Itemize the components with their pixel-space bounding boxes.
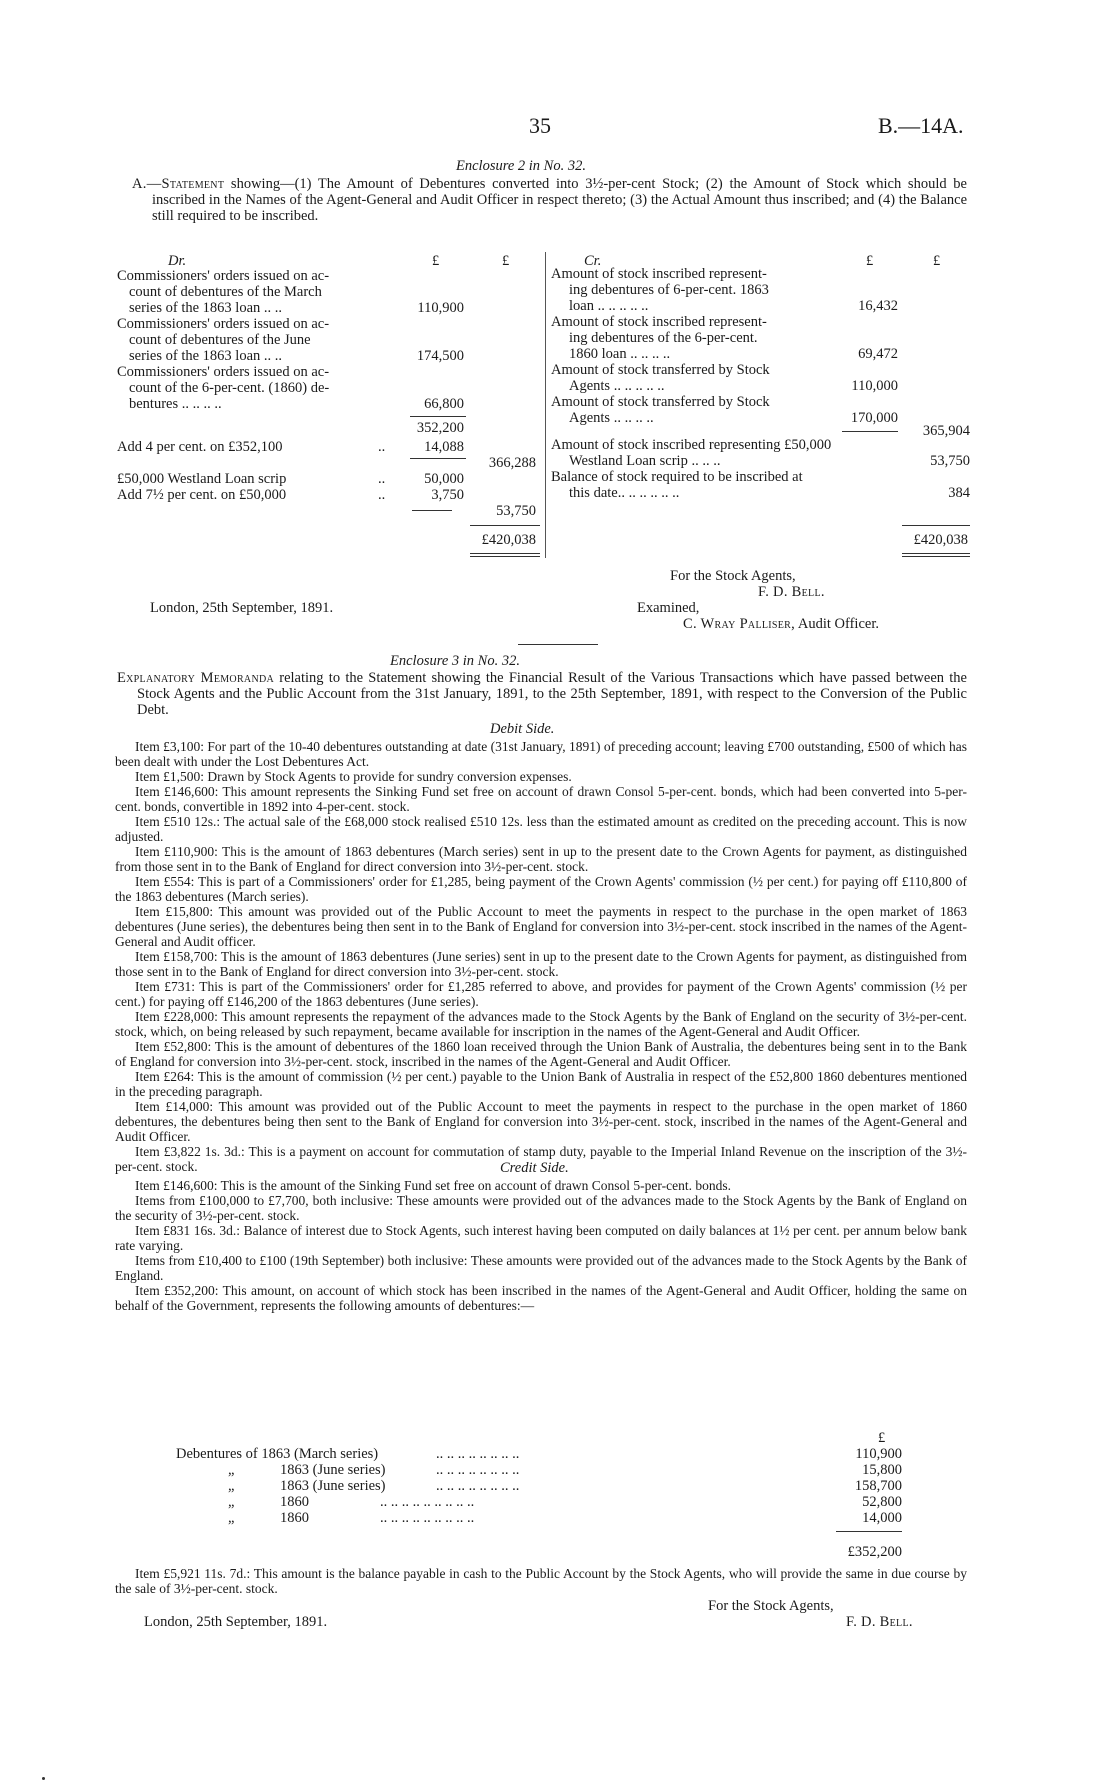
cr-total1: 365,904 — [922, 423, 970, 439]
credit-items — [115, 1178, 967, 1313]
dr-subtotal: 352,200 — [416, 420, 464, 436]
cr-value-1863: 16,432 — [858, 298, 898, 314]
credit-item: Item £831 16s. 3d.: Balance of interest due to Stock Agents, such interest having been computed on daily balances at 1½ per cent. per annum below bank rate varying. — [115, 1223, 967, 1253]
dr-add7-rule — [412, 510, 452, 511]
deb-table-total: £352,200 — [847, 1544, 902, 1560]
deb-row-dots: .. .. .. .. .. .. .. .. — [436, 1462, 520, 1478]
dr-add4-rule — [410, 458, 466, 459]
page-number: 35 — [529, 113, 551, 138]
cr-line: Amount of stock inscribed represent- — [551, 314, 767, 330]
enc3-signatory: F. D. Bell. — [846, 1614, 913, 1630]
cr-grand-total: £420,038 — [913, 532, 968, 548]
cr-balance-line1: Balance of stock required to be inscribed at — [551, 469, 803, 485]
dr-line: Commissioners' orders issued on ac- — [117, 316, 330, 332]
debit-item: Item £731: This is part of the Commissioners' order for £1,285 referred to above, and provides for payment of the Crown Agents' commission (½ per cent.) for paying off £146,200 of the 1863 debentures (June series). — [115, 979, 967, 1009]
dr-scrip-label: £50,000 Westland Loan scrip — [117, 471, 287, 487]
auditor-title: Audit Officer. — [795, 616, 879, 632]
credit-item: Item £146,600: This is the amount of the Sinking Fund set free on account of drawn Consol 5-per-cent. bonds. — [135, 1178, 732, 1193]
cr-balance-line2: this date.. .. .. .. .. .. — [569, 485, 680, 501]
cr-westland-value: 53,750 — [930, 453, 970, 469]
dr-add4-label: Add 4 per cent. on £352,100 — [117, 439, 283, 455]
deb-row-label: 1860 — [280, 1494, 309, 1510]
dr-add7-dots: .. — [378, 487, 386, 503]
dr-add7-value: 3,750 — [431, 487, 464, 503]
cr-line: Amount of stock transferred by Stock — [551, 362, 770, 378]
deb-table-total-rule — [836, 1531, 902, 1532]
debit-item: Item £510 12s.: The actual sale of the £68,000 stock realised £510 12s. less than the estimated amount as credited on the preceding account. This is now adjusted. — [115, 814, 967, 844]
statement-text: showing—(1) The Amount of Debentures converted into 3½-per-cent Stock; (2) the Amount of Stock which should be inscribed in the Names of the Agent-General and Audit Officer in respect thereto; (3) the Actual Amount thus inscribed; and (4) the Balance still required to be inscribed. — [152, 176, 967, 224]
memoranda-text: relating to the Statement showing the Financial Result of the Various Transactions which have passed between the Stock Agents and the Public Account from the 31st January, 1891, to the 25th September, 1891, with respect to the Conversion of the Public Debt. — [137, 670, 967, 718]
dr-grand-total: £420,038 — [481, 532, 536, 548]
dr-line: count of debentures of the June — [129, 332, 311, 348]
cr-line: ing debentures of 6-per-cent. 1863 — [569, 282, 769, 298]
cr-line: Agents .. .. .. .. .. — [569, 378, 665, 394]
cr-grand-rule-bottom2 — [902, 556, 970, 557]
debit-item: Item £15,800: This amount was provided out of the Public Account to meet the payments in respect to the purchase in the open market of 1863 debentures (June series), the debentures being then sent in to the Bank of England for conversion into 3½-per-cent. stock inscribed in the names of the Agent-General and Audit officer. — [115, 904, 967, 949]
deb-row-value: 158,700 — [854, 1478, 902, 1494]
cr-grand-rule-bottom — [902, 553, 970, 554]
auditor-name: C. Wray Palliser, — [683, 616, 796, 632]
cr-line: 1860 loan .. .. .. .. — [569, 346, 671, 362]
enc2-auditor — [683, 616, 879, 632]
deb-row-value: 14,000 — [862, 1510, 902, 1526]
dr-pound-col1: £ — [432, 253, 440, 269]
cr-entries — [551, 266, 831, 426]
dr-subtotal-rule — [410, 416, 466, 417]
debit-item: Item £554: This is part of a Commissioners' order for £1,285, being payment of the Crown Agents' commission (½ per cent.) for paying off £110,800 of the 1863 debentures (March series). — [115, 874, 967, 904]
closing-item: Item £5,921 11s. 7d.: This amount is the balance payable in cash to the Public Account by the Stock Agents, who will provide the same in due course by the sale of 3½-per-cent. stock. — [115, 1566, 967, 1596]
enc2-place-date: London, 25th September, 1891. — [150, 600, 334, 616]
deb-row-dots: .. .. .. .. .. .. .. .. — [436, 1446, 520, 1462]
cr-line: Amount of stock inscribed represent- — [551, 266, 767, 282]
cr-value-transfer1: 110,000 — [851, 378, 898, 394]
cr-pound-col1: £ — [866, 253, 874, 269]
deb-table-currency: £ — [878, 1430, 886, 1446]
memoranda-title — [117, 670, 967, 718]
deb-row-label: 1863 (June series) — [280, 1462, 386, 1478]
debit-item: Item £110,900: This is the amount of 1863 debentures (March series) sent in up to the present date to the Crown Agents for payment, as distinguished from those sent in to the Bank of England for direct conversion into 3½-per-cent. stock. — [115, 844, 967, 874]
deb-row-value: 110,900 — [855, 1446, 902, 1462]
deb-row-label: 1860 — [280, 1510, 309, 1526]
deb-row-value: 15,800 — [862, 1462, 902, 1478]
dr-line: Commissioners' orders issued on ac- — [117, 268, 330, 284]
section-separator — [518, 644, 598, 645]
dr-add7-label: Add 7½ per cent. on £50,000 — [117, 487, 287, 503]
deb-row-prefix: „ — [228, 1494, 235, 1510]
dr-line: bentures .. .. .. .. — [129, 396, 222, 412]
dr-line: series of the 1863 loan .. .. — [129, 300, 283, 316]
cr-label: Cr. — [584, 253, 602, 269]
enclosure3-heading: Enclosure 3 in No. 32. — [390, 653, 520, 669]
debit-item: Item £3,822 1s. 3d.: This is a payment on account for commutation of stamp duty, payable to the Imperial Inland Revenue on the inscription of the 3½-per-cent. stock. — [115, 1144, 967, 1174]
dr-label: Dr. — [168, 253, 187, 269]
cr-line: Amount of stock transferred by Stock — [551, 394, 770, 410]
deb-row-dots: .. .. .. .. .. .. .. .. — [436, 1478, 520, 1494]
debit-item: Item £14,000: This amount was provided out of the Public Account to meet the payments in respect to the purchase in the open market of 1860 debentures, the debentures being then sent to the Bank of England for conversion into 3½-per-cent. stock, inscribed in the names of the Agent-General and Audit Officer. — [115, 1099, 967, 1144]
cr-pound-col2: £ — [933, 253, 941, 269]
debit-item: Item £264: This is the amount of commission (½ per cent.) payable to the Union Bank of Australia in respect of the £52,800 1860 debentures mentioned in the preceding paragraph. — [115, 1069, 967, 1099]
cr-balance-value: 384 — [948, 485, 970, 501]
dr-grand-rule-top — [470, 525, 540, 526]
deb-row-prefix: „ — [228, 1462, 235, 1478]
enc3-for-stock-agents: For the Stock Agents, — [708, 1598, 834, 1614]
credit-item: Items from £10,400 to £100 (19th September) both inclusive: These amounts were provided out of the advances made to the Stock Agents by the Bank of England. — [115, 1253, 967, 1283]
dr-value-march: 110,900 — [417, 300, 464, 316]
deb-row-dots: .. .. .. .. .. .. .. .. .. — [380, 1510, 475, 1526]
credit-item: Item £352,200: This amount, on account of which stock has been inscribed in the names of the Agent-General and Audit Officer, holding the same on behalf of the Government, represents the following amounts of debentures:— — [115, 1283, 967, 1313]
dr-scrip-dots: .. — [378, 471, 386, 487]
dr-grand-rule-bottom — [470, 553, 540, 554]
dr-add4-dots: .. — [378, 439, 386, 455]
dr-value-1860: 66,800 — [424, 396, 464, 412]
debit-item: Item £52,800: This is the amount of debentures of the 1860 loan received through the Union Bank of Australia, the debentures being sent in to the Bank of England for conversion into 3½-per-cent. stock, inscribed in the names of the Agent-General and Audit Officer. — [115, 1039, 967, 1069]
cr-grand-rule-top — [902, 525, 970, 526]
debit-item: Item £228,000: This amount represents the repayment of the advances made to the Stock Agents by the Bank of England on the security of 3½-per-cent. stock, which, on being released by such repayment, became available for inscription in the names of the Agent-General and Audit Officer. — [115, 1009, 967, 1039]
dr-total1: 366,288 — [488, 455, 536, 471]
enc3-place-date: London, 25th September, 1891. — [144, 1614, 328, 1630]
credit-item: Items from £100,000 to £7,700, both inclusive: These amounts were provided out of the advances made to the Stock Agents by the Bank of England on the security of 3½-per-cent. stock. — [115, 1193, 967, 1223]
enc2-signatory: F. D. Bell. — [758, 584, 825, 600]
deb-row-dots: .. .. .. .. .. .. .. .. .. — [380, 1494, 475, 1510]
dr-pound-col2: £ — [502, 253, 510, 269]
cr-value-1860: 69,472 — [858, 346, 898, 362]
deb-row-label: 1863 (June series) — [280, 1478, 386, 1494]
paper-reference: B.—14A. — [878, 113, 964, 138]
dr-line: count of the 6-per-cent. (1860) de- — [129, 380, 330, 396]
debit-item: Item £3,100: For part of the 10-40 debentures outstanding at date (31st January, 1891) of preceding account; leaving £700 outstanding, £500 of which has been dealt with under the Lost Debentures Act. — [115, 739, 967, 769]
cr-line: Agents .. .. .. .. — [569, 410, 654, 426]
dr-line: series of the 1863 loan .. .. — [129, 348, 283, 364]
dr-total2: 53,750 — [496, 503, 536, 519]
statement-title — [132, 176, 967, 224]
cr-subtotal-rule — [842, 431, 898, 432]
dr-grand-rule-bottom2 — [470, 556, 540, 557]
page-mark — [42, 1777, 45, 1780]
dr-entries — [117, 268, 397, 412]
debit-item: Item £146,600: This amount represents the Sinking Fund set free on account of drawn Consol 5-per-cent. bonds, which had been converted into 5-per-cent. bonds, convertible in 1892 into 4-per-cent. stock. — [115, 784, 967, 814]
debit-item: Item £1,500: Drawn by Stock Agents to provide for sundry conversion expenses. — [135, 769, 572, 784]
deb-table-row — [176, 1446, 378, 1462]
enc2-for-stock-agents: For the Stock Agents, — [670, 568, 796, 584]
deb-row-label: 1863 (March series) — [261, 1446, 379, 1462]
deb-row-prefix: Debentures of — [176, 1446, 258, 1462]
deb-row-value: 52,800 — [862, 1494, 902, 1510]
enc2-examined: Examined, — [637, 600, 700, 616]
deb-row-prefix: „ — [228, 1510, 235, 1526]
cr-value-transfer2: 170,000 — [850, 410, 898, 426]
dr-line: Commissioners' orders issued on ac- — [117, 364, 330, 380]
statement-lead: A.—Statement — [132, 176, 225, 192]
dr-value-june: 174,500 — [416, 348, 464, 364]
debit-items — [115, 739, 967, 1174]
dr-add4-value: 14,088 — [424, 439, 464, 455]
cr-westland-line2: Westland Loan scrip .. .. .. — [569, 453, 721, 469]
memoranda-lead: Explanatory Memoranda — [117, 670, 275, 686]
cr-westland-line1: Amount of stock inscribed representing £50,000 — [551, 437, 832, 453]
enclosure2-heading: Enclosure 2 in No. 32. — [456, 158, 586, 174]
cr-line: ing debentures of the 6-per-cent. — [569, 330, 758, 346]
debit-item: Item £158,700: This is the amount of 1863 debentures (June series) sent in up to the present date to the Crown Agents for payment, as distinguished from those sent in to the Bank of England for direct conversion into 3½-per-cent. stock. — [115, 949, 967, 979]
dr-scrip-value: 50,000 — [424, 471, 464, 487]
account-divider — [545, 252, 546, 558]
deb-row-prefix: „ — [228, 1478, 235, 1494]
credit-side-heading: Credit Side. — [500, 1160, 569, 1176]
debit-side-heading: Debit Side. — [490, 721, 555, 737]
dr-line: count of debentures of the March — [129, 284, 322, 300]
cr-line: loan .. .. .. .. .. — [569, 298, 649, 314]
